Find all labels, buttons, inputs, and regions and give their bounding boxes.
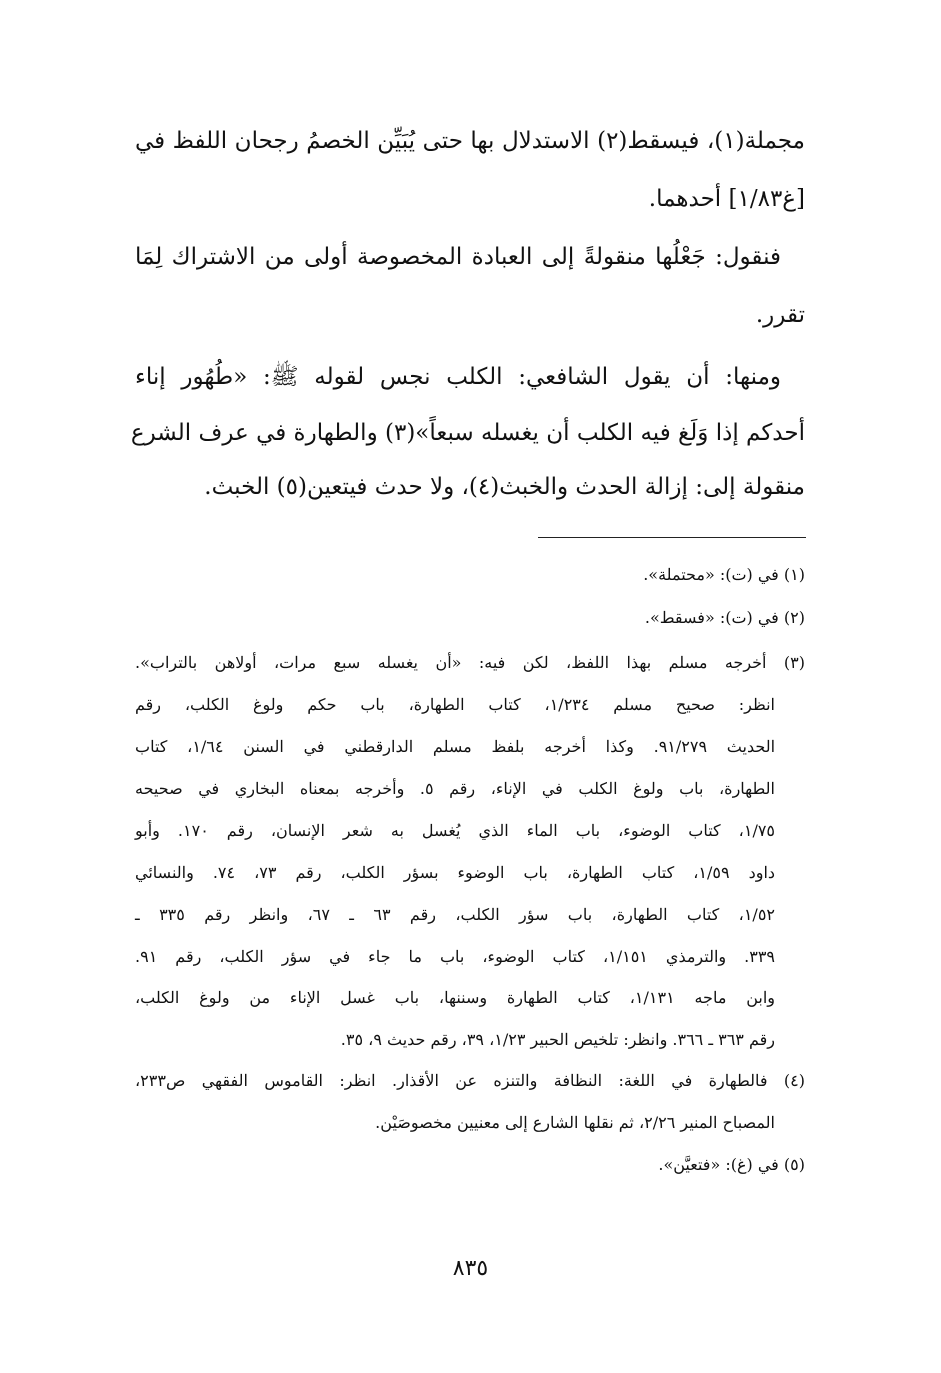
body-line: فنقول: جَعْلُها منقولةً إلى العبادة المخصوصة أولى من الاشتراك لِمَا (135, 244, 781, 270)
body-line: ومنها: أن يقول الشافعي: الكلب نجس لقوله ﷺ: «طُهُور إناء (135, 364, 781, 390)
body-line: [غ١/٨٣] أحدهما. (648, 186, 805, 212)
body-line: مجملة(١)، فيسقط(٢) الاستدلال بها حتى يُبَيِّن الخصمُ رجحان اللفظ في (135, 128, 805, 154)
body-line: منقولة إلى: إزالة الحدث والخبث(٤)، ولا حدث فيتعين(٥) الخبث. (204, 474, 805, 500)
footnote-3-line: داود ١/٥٩، كتاب الطهارة، باب الوضوء بسؤر الكلب، رقم ٧٣، ٧٤. والنسائي (135, 863, 776, 882)
page-number: ٨٣٥ (452, 1256, 489, 1281)
footnote-3-line: وابن ماجه ١/١٣١، كتاب الطهارة وسننها، باب غسل الإناء من ولوغ الكلب، (135, 988, 776, 1007)
footnote-3-line: رقم ٣٦٣ ـ ٣٦٦. وانظر: تلخيص الحبير ١/٢٣، ٣٩، رقم حديث ٩، ٣٥. (340, 1030, 775, 1049)
footnote-separator (538, 537, 806, 538)
body-line: أحدكم إذا وَلَغ فيه الكلب أن يغسله سبعاً»(٣) والطهارة في عرف الشرع (130, 420, 805, 446)
footnote-3-line: ١/٧٥، كتاب الوضوء، باب الماء الذي يُغسل به شعر الإنسان، رقم ١٧٠. وأبو (135, 821, 776, 840)
footnote-4: (٤) فالطهارة في اللغة: النظافة والتنزه عن الأقذار. انظر: القاموس الفقهي ص٢٣٣، (135, 1071, 805, 1090)
body-line: تقرر. (755, 302, 805, 328)
footnote-3-line: ١/٥٢، كتاب الطهارة، باب سؤر الكلب، رقم ٦٣ ـ ٦٧، وانظر رقم ٣٣٥ ـ (135, 905, 775, 924)
footnote-1: (١) في (ت): «محتملة». (643, 565, 805, 584)
footnote-2: (٢) في (ت): «فسقط». (644, 608, 805, 627)
footnote-5: (٥) في (غ): «فتعيَّن». (658, 1155, 805, 1174)
footnote-3: (٣) أخرجه مسلم بهذا اللفظ، لكن فيه: «أن يغسله سبع مرات، أولاهن بالتراب». (135, 653, 805, 672)
footnote-3-line: الطهارة، باب ولوغ الكلب في الإناء، رقم ٥. وأخرجه بمعناه البخاري في صحيحه (135, 779, 775, 798)
footnote-4-line: المصباح المنير ٢/٢٦، ثم نقلها الشارع إلى معنيين مخصوصَيْن. (375, 1113, 775, 1132)
footnote-3-line: انظر: صحيح مسلم ١/٢٣٤، كتاب الطهارة، باب حكم ولوغ الكلب، رقم (135, 695, 775, 714)
footnote-3-line: ٣٣٩. والترمذي ١/١٥١، كتاب الوضوء، باب ما جاء في سؤر الكلب، رقم ٩١. (135, 947, 776, 966)
footnote-3-line: الحديث ٩١/٢٧٩. وكذا أخرجه بلفظ مسلم الدارقطني في السنن ١/٦٤، كتاب (135, 737, 776, 756)
